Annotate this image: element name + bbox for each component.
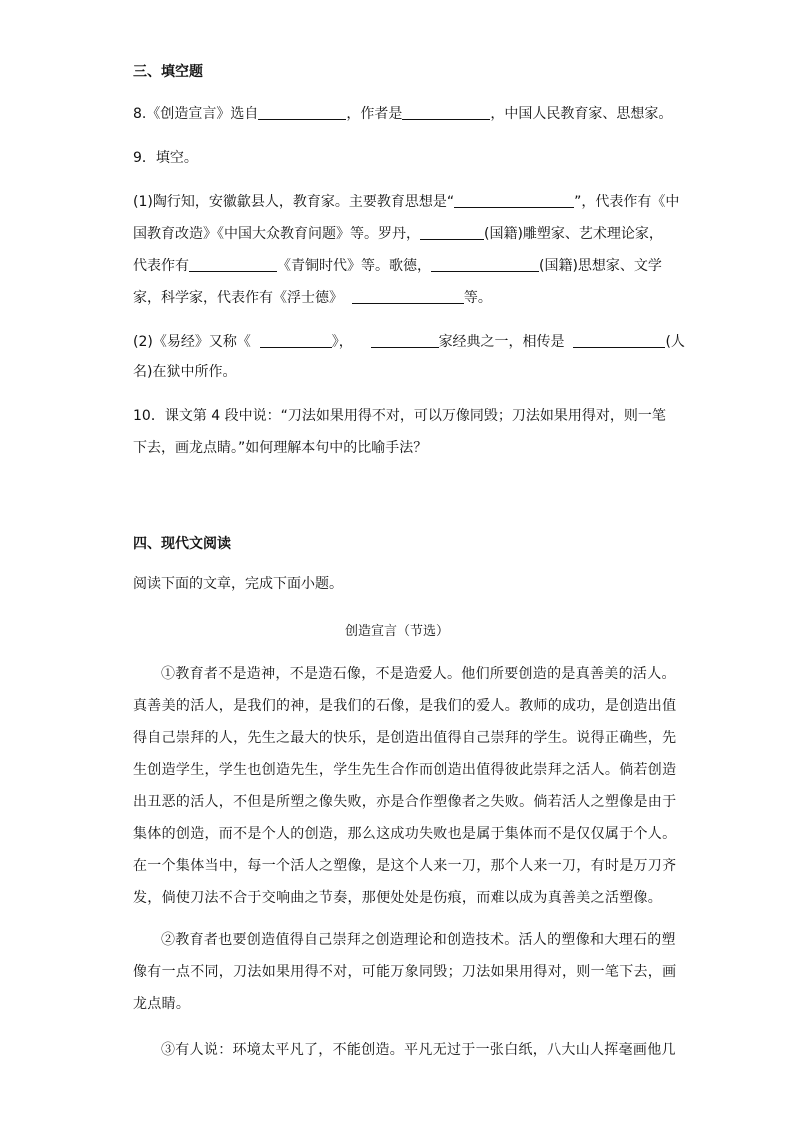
q9-text: 等。	[463, 290, 492, 306]
q9-text: 国教育改造》《中国大众教育问题》等。罗丹，	[133, 226, 420, 242]
section4-intro: 阅读下面的文章，完成下面小题。	[133, 576, 343, 592]
article-para1-line: ①教育者不是造神，不是造石像，不是造爱人。他们所要创造的是真善美的活人。	[161, 666, 676, 682]
q9-blank-yijing-alias[interactable]	[260, 333, 332, 348]
q9-blank-goethe-nation[interactable]	[431, 257, 539, 272]
q9-text: 家，科学家，代表作有《浮士德》	[133, 290, 343, 306]
q9-blank-thought[interactable]	[454, 193, 574, 208]
article-para1-line: 出丑恶的活人，不但是所塑之像失败，亦是合作塑像者之失败。倘若活人之塑像是由于	[133, 794, 677, 810]
article-para3-line: ③有人说：环境太平凡了，不能创造。平凡无过于一张白纸，八大山人挥毫画他几	[161, 1042, 676, 1058]
q9-part1-line1	[133, 192, 679, 212]
q9-blank-person[interactable]	[573, 333, 665, 348]
q9-text: 代表作有	[133, 258, 189, 274]
article-para2-line: ②教育者也要创造值得自己崇拜之创造理论和创造技术。活人的塑像和大理石的塑	[161, 932, 676, 948]
q9-part2-line1	[133, 332, 685, 352]
q9-part1-line3	[133, 256, 662, 276]
q9-part1-line4	[133, 288, 492, 308]
question-9-title: 9．填空。	[133, 150, 198, 166]
article-para2-line: 像有一点不同，刀法如果用得不对，可能万象同毁；刀法如果用得对，则一笔下去，画	[133, 964, 677, 980]
q9-blank-school[interactable]	[371, 333, 439, 348]
q9-text: (2)《易经》又称《	[133, 334, 251, 350]
q9-text: 家经典之一，相传是	[438, 334, 565, 350]
section4-heading: 四、现代文阅读	[133, 536, 231, 552]
q8-prefix: 8.《创造宣言》选自	[133, 106, 259, 122]
question-8	[133, 104, 672, 124]
article-para1-line: 集体的创造，而不是个人的创造，那么这成功失败也是属于集体而不是仅仅属于个人。	[133, 826, 677, 842]
article-para1-line: 得自己崇拜的人，先生之最大的快乐，是创造出值得自己崇拜的学生。说得正确些，先	[133, 730, 677, 746]
article-para1-line: 在一个集体当中，每一个活人之塑像，是这个人来一刀，那个人来一刀，有时是万刀齐	[133, 858, 677, 874]
q9-blank-rodin-work[interactable]	[189, 257, 277, 272]
q9-blank-goethe-work[interactable]	[352, 289, 464, 304]
article-para1-line: 真善美的活人，是我们的神，是我们的石像，是我们的爱人。教师的成功，是创造出值	[133, 698, 677, 714]
q9-text: (国籍)雕塑家、艺术理论家，	[484, 226, 663, 242]
q8-blank-source[interactable]	[258, 105, 346, 120]
q9-part1-line2	[133, 224, 663, 244]
q9-text: 《青铜时代》等。歌德，	[277, 258, 431, 274]
article-para2-line: 龙点睛。	[133, 996, 191, 1012]
q8-suffix: ，中国人民教育家、思想家。	[490, 106, 673, 122]
q9-text: 》，	[331, 334, 353, 350]
article-title: 创造宣言（节选）	[344, 624, 449, 639]
article-para1-line: 生创造学生，学生也创造先生，学生先生合作而创造出值得彼此崇拜之活人。倘若创造	[133, 762, 677, 778]
article-para1-line: 发，倘使刀法不合于交响曲之节奏，那便处处是伤痕，而难以成为真善美之活塑像。	[133, 890, 663, 906]
q9-text: (人	[665, 334, 685, 350]
q9-text: ”，代表作有《中	[574, 194, 680, 210]
section3-heading: 三、填空题	[133, 64, 203, 80]
q9-text: (1)陶行知，安徽歙县人，教育家。主要教育思想是“	[133, 194, 455, 210]
q8-blank-author[interactable]	[402, 105, 490, 120]
q9-blank-rodin-nation[interactable]	[420, 225, 484, 240]
question-10-line1: 10．课文第 4 段中说：“刀法如果用得不对，可以万像同毁；刀法如果用得对，则一笔	[133, 408, 666, 424]
question-10-line2: 下去，画龙点睛。”如何理解本句中的比喻手法？	[133, 440, 428, 456]
q9-part2-line2: 名)在狱中所作。	[133, 364, 237, 380]
q9-text: (国籍)思想家、文学	[539, 258, 662, 274]
q8-mid: ，作者是	[346, 106, 403, 122]
